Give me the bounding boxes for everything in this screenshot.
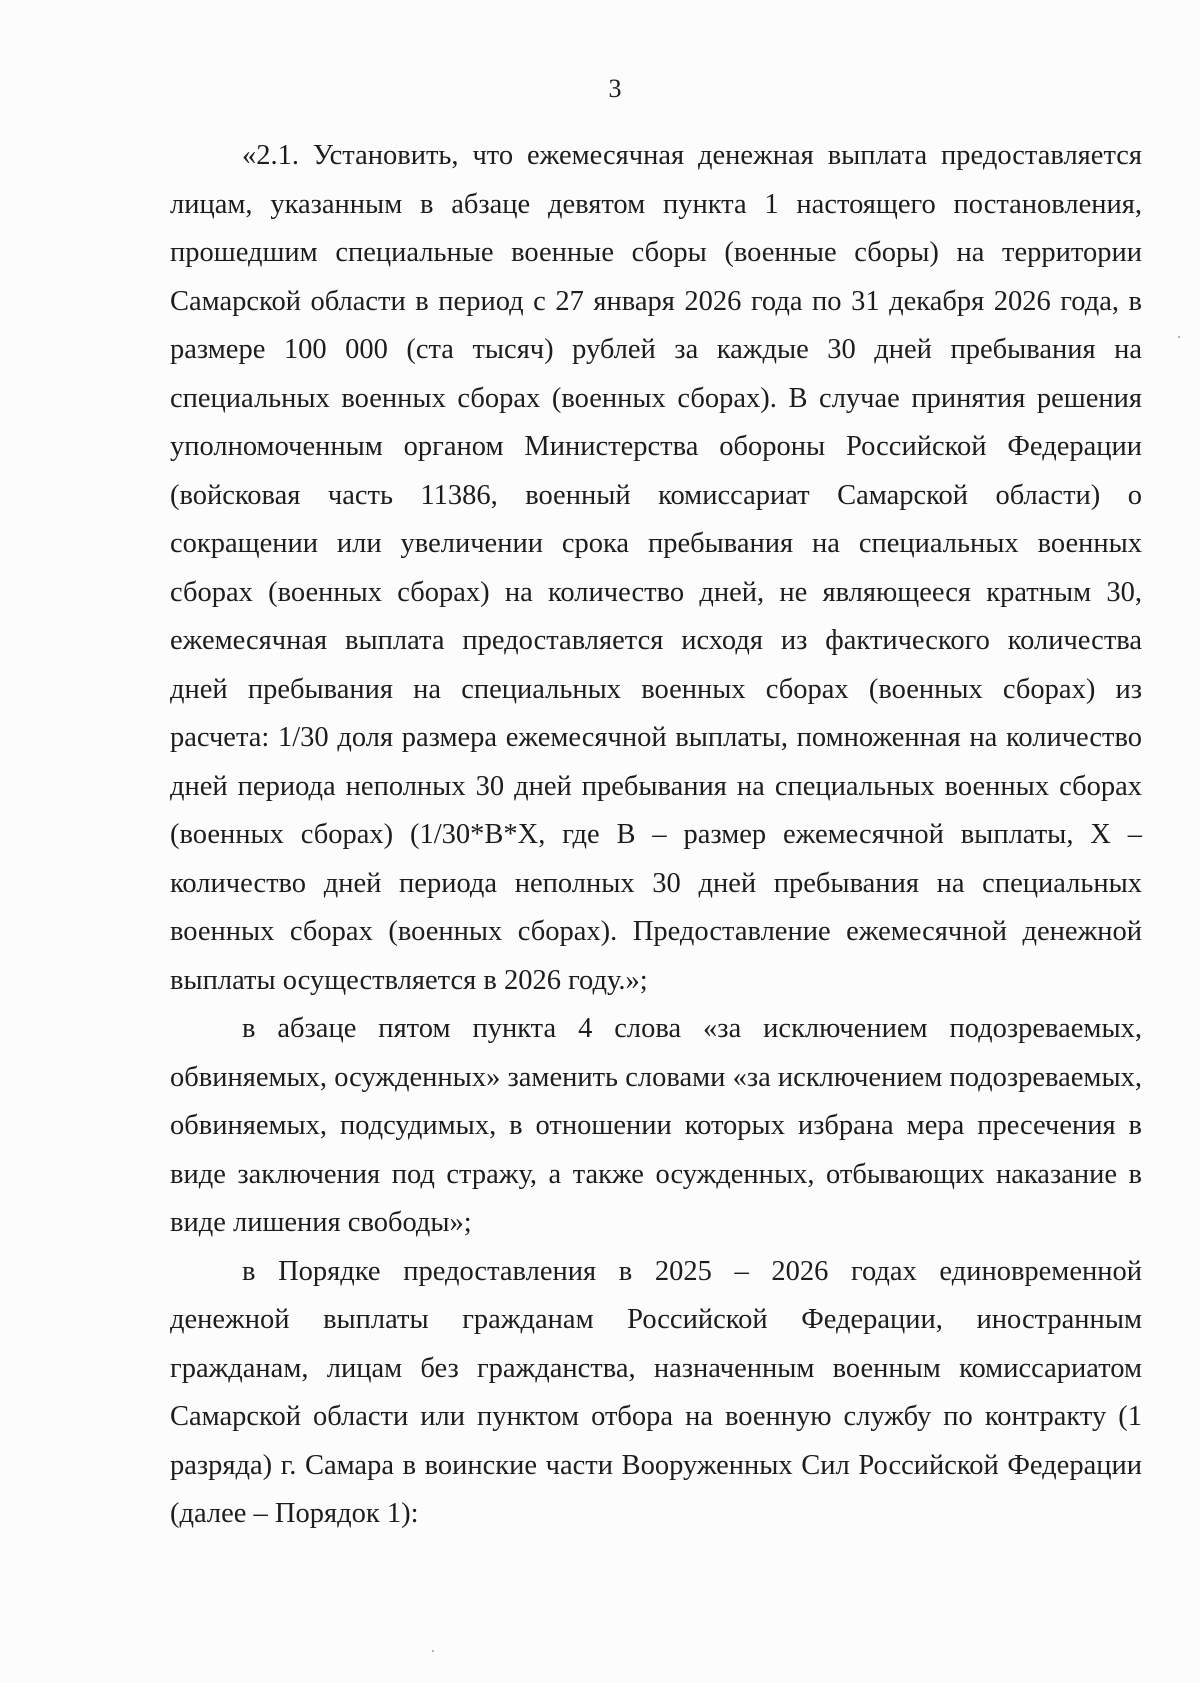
scan-artifact — [1178, 336, 1180, 338]
paragraph-clause-4-amendment: в абзаце пятом пункта 4 слова «за исключением подозреваемых, обвиняемых, осужденных» заменить словами «за исключением подозреваемых, обвиняемых, подсудимых, в отношении которых избрана мера пресечения в виде заключения под стражу, а также осужденных, отбывающих наказание в виде лишения свободы»; — [170, 1013, 1142, 1238]
page-number: 3 — [608, 74, 622, 103]
paragraph-monthly-payment: «2.1. Установить, что ежемесячная денежная выплата предоставляется лицам, указанным в абзаце девятом пункта 1 настоящего постановления, прошедшим специальные военные сборы (военные сборы) на территории Самарской области в период с 27 января 2026 года по 31 декабря 2026 года, в размере 100 000 (ста тысяч) рублей за каждые 30 дней пребывания на специальных военных сборах (военных сборах). В случае принятия решения уполномоченным органом Министерства обороны Российской Федерации (войсковая часть 11386, военный комиссариат Самарской области) о сокращении или увеличении срока пребывания на специальных военных сборах (военных сборах) на количество дней, не являющееся кратным 30, ежемесячная выплата предоставляется исходя из фактического количества дней пребывания на специальных военных сборах (военных сборах) из расчета: 1/30 доля размера ежемесячной выплаты, помноженная на количество дней периода неполных 30 дней пребывания на специальных военных сборах (военных сборах) (1/30*В*Х, где В – размер ежемесячной выплаты, Х – количество дней периода неполных 30 дней пребывания на специальных военных сборах (военных сборах). Предоставление ежемесячной денежной выплаты осуществляется в 2026 году.»; — [170, 140, 1142, 996]
document-body — [170, 132, 1142, 1539]
scan-artifact — [432, 1650, 434, 1652]
paragraph-procedure-1: в Порядке предоставления в 2025 – 2026 годах единовременной денежной выплаты гражданам Российской Федерации, иностранным гражданам, лицам без гражданства, назначенным военным комиссариатом Самарской области или пунктом отбора на военную службу по контракту (1 разряда) г. Самара в воинские части Вооруженных Сил Российской Федерации (далее – Порядок 1): — [170, 1255, 1142, 1529]
